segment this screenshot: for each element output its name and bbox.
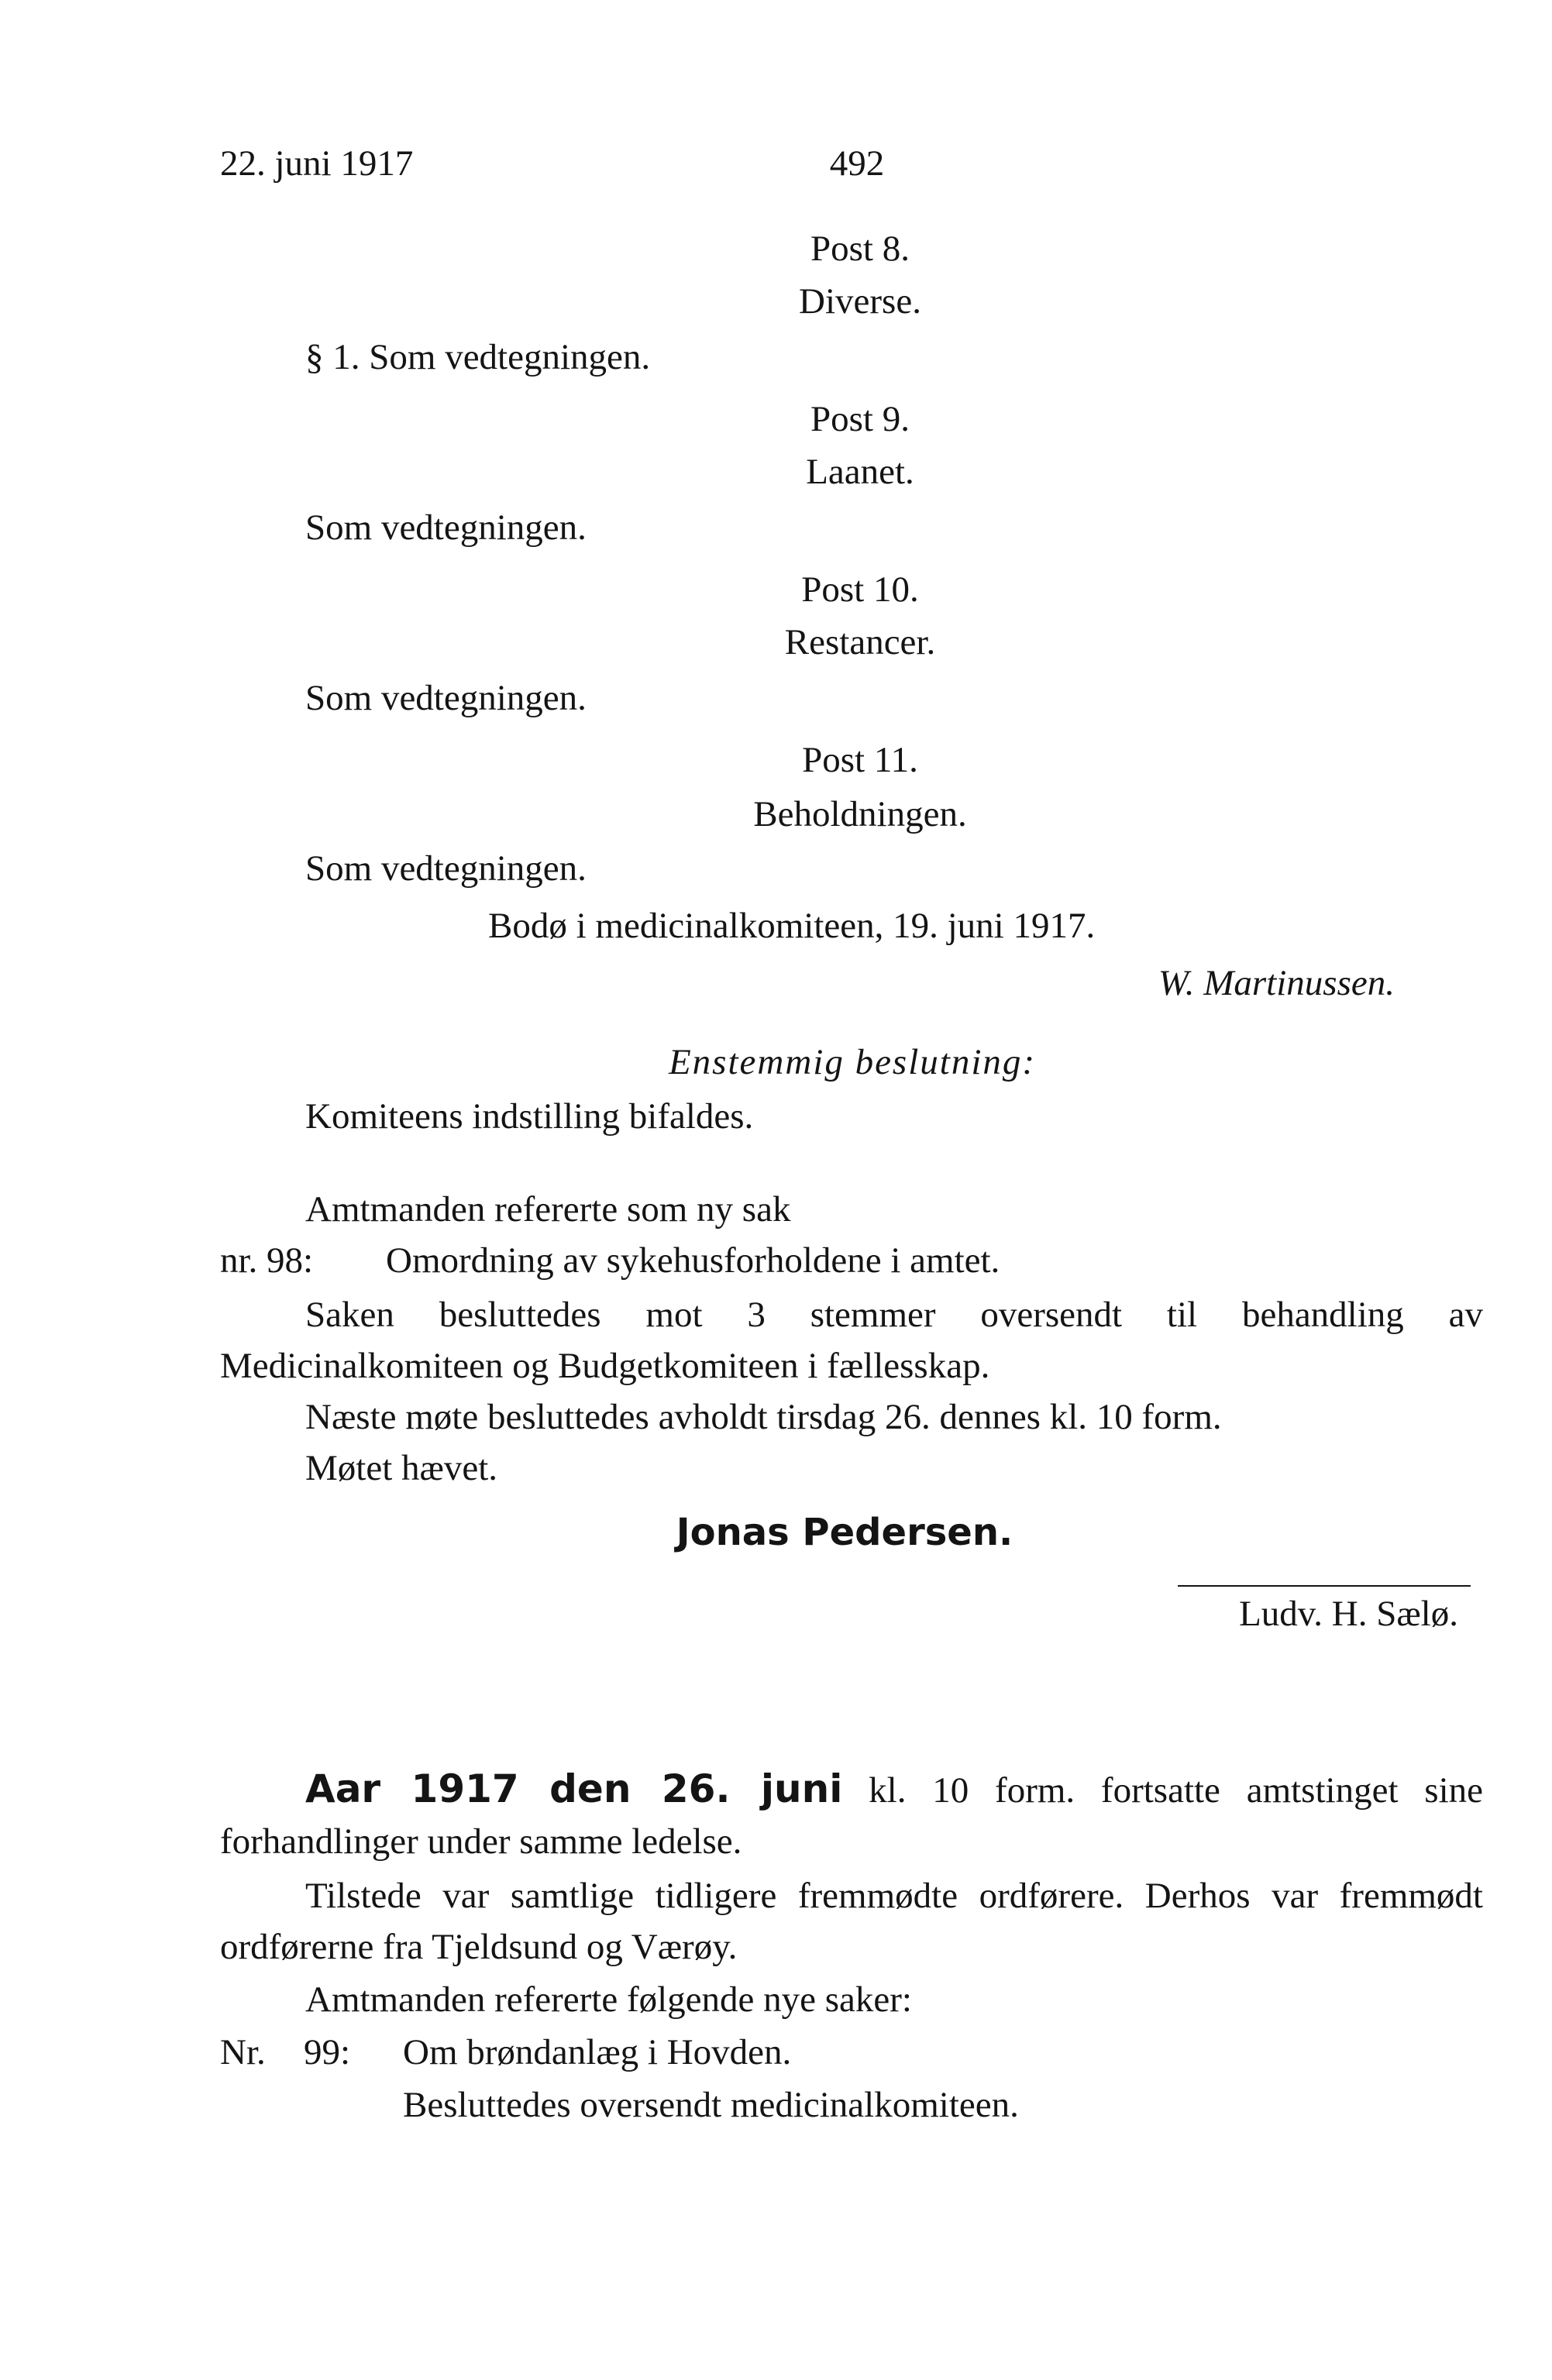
- meeting-closed-text: Møtet hævet.: [305, 1448, 498, 1488]
- post-11-title: Beholdningen.: [753, 794, 967, 834]
- case-98-intro: Amtmanden refererte som ny sak: [305, 1189, 791, 1230]
- next-meeting-text: Næste møte besluttedes avholdt tirsdag 26. dennes kl. 10 form.: [305, 1397, 1222, 1437]
- page-number: 492: [829, 143, 885, 184]
- decision-heading: Enstemmig beslutning:: [668, 1042, 1037, 1082]
- post-11-heading: Post 11.: [802, 740, 918, 780]
- session-intro: [220, 1763, 1483, 1867]
- post-9-heading: Post 9.: [810, 399, 910, 439]
- post-10-title: Restancer.: [784, 622, 936, 662]
- new-cases-intro: Amtmanden refererte følgende nye saker:: [305, 1979, 912, 2020]
- committee-signature: W. Martinussen.: [1158, 963, 1395, 1003]
- resolution-paragraph-1: § 1. Som vedtegningen.: [305, 337, 651, 377]
- case-98-title: Omordning av sykehusforholdene i amtet.: [386, 1240, 1000, 1281]
- post-9-title: Laanet.: [806, 452, 914, 492]
- resolution-post-10: Som vedtegningen.: [305, 678, 587, 718]
- case-99-number: 99:: [304, 2032, 351, 2072]
- post-8-title: Diverse.: [799, 281, 921, 322]
- resolution-post-11: Som vedtegningen.: [305, 848, 587, 889]
- resolution-post-9: Som vedtegningen.: [305, 507, 587, 548]
- case-99-label: Nr.: [220, 2032, 266, 2072]
- session-intro-rest: kl. 10 form. fortsatte amtstinget sine forhandlinger under samme ledelse.: [220, 1770, 1484, 1862]
- post-10-heading: Post 10.: [801, 569, 919, 610]
- secretary-signature: Ludv. H. Sælø.: [1239, 1594, 1458, 1634]
- case-99-title: Om brøndanlæg i Hovden.: [403, 2032, 792, 2072]
- case-98-paragraph: Saken besluttedes mot 3 stemmer oversendt til behandling av Medicinalkomiteen og Budgetkomiteen i fællesskap.: [220, 1295, 1483, 1386]
- case-98-number: nr. 98:: [220, 1240, 314, 1281]
- case-99-decision: Besluttedes oversendt medicinalkomiteen.: [403, 2085, 1019, 2125]
- header-date: 22. juni 1917: [220, 143, 414, 184]
- session-heading: Aar 1917 den 26. juni: [305, 1766, 843, 1811]
- attendance-paragraph: Tilstede var samtlige tidligere fremmødte ordførere. Derhos var fremmødt ordførerne fra Tjeldsund og Værøy.: [220, 1876, 1483, 1967]
- committee-place-date: Bodø i medicinalkomiteen, 19. juni 1917.: [488, 906, 1096, 946]
- chair-signature: Jonas Pedersen.: [676, 1511, 1013, 1554]
- decision-text: Komiteens indstilling bifaldes.: [305, 1096, 754, 1137]
- post-8-heading: Post 8.: [810, 229, 910, 269]
- signature-rule: [1178, 1585, 1471, 1587]
